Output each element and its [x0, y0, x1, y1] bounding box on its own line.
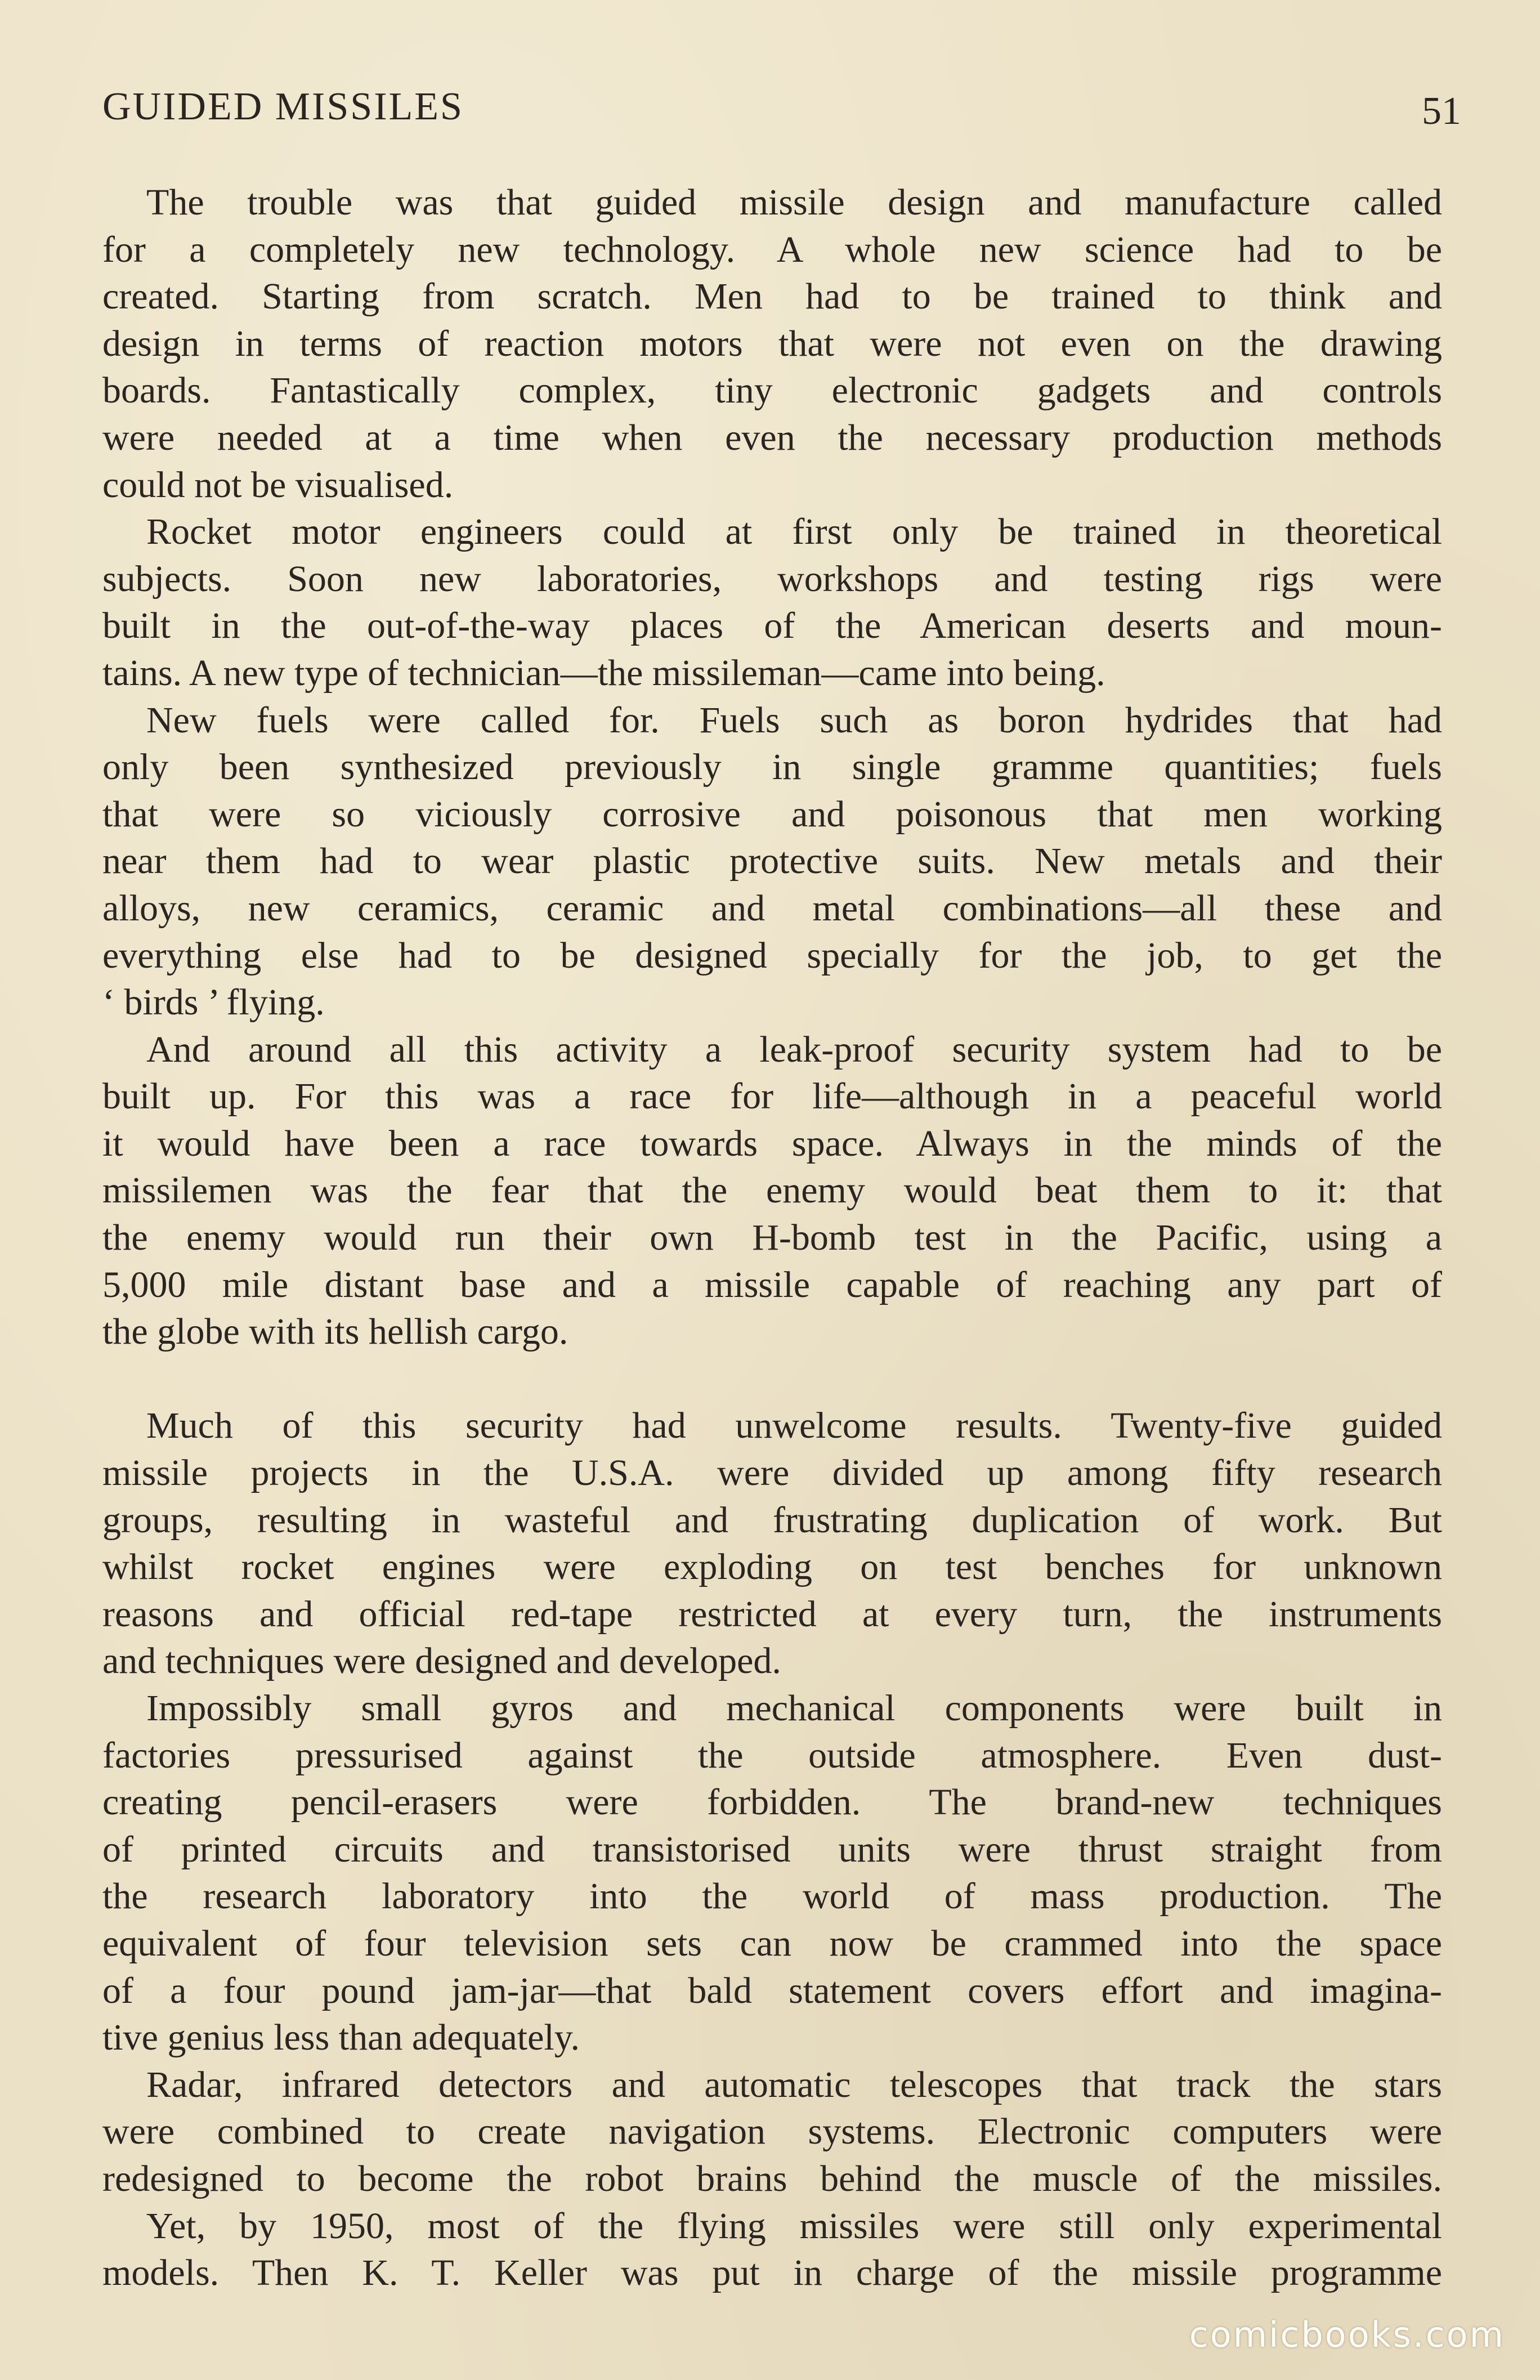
text-line: tive genius less than adequately. [102, 2017, 580, 2059]
text-line: New fuels were called for. Fuels such as boron hydrides that had [146, 699, 1442, 741]
page-number: 51 [1422, 90, 1461, 133]
text-line: Rocket motor engineers could at first only be trained in theoretical [146, 511, 1442, 553]
text-line: Impossibly small gyros and mechanical components were built in [146, 1688, 1442, 1729]
text-line: And around all this activity a leak-proof security system had to be [146, 1028, 1442, 1070]
text-line: and techniques were designed and developed. [102, 1640, 781, 1682]
text-line: missilemen was the fear that the enemy would beat them to it: that [102, 1170, 1442, 1211]
text-line: could not be visualised. [102, 464, 454, 505]
text-line: groups, resulting in wasteful and frustrating duplication of work. But [102, 1499, 1442, 1541]
text-line: missile projects in the U.S.A. were divided up among fifty research [102, 1452, 1442, 1494]
text-line: the research laboratory into the world of mass production. The [102, 1876, 1442, 1917]
text-line: were needed at a time when even the necessary production methods [102, 417, 1442, 458]
text-line: built in the out-of-the-way places of the American deserts and moun- [102, 605, 1442, 647]
text-line: alloys, new ceramics, ceramic and metal combinations—all these and [102, 887, 1442, 929]
text-line: tains. A new type of technician—the missileman—came into being. [102, 652, 1105, 694]
text-line: were combined to create navigation systems. Electronic computers were [102, 2111, 1442, 2153]
text-line: created. Starting from scratch. Men had to be trained to think and [102, 276, 1442, 317]
text-line: of printed circuits and transistorised units were thrust straight from [102, 1828, 1442, 1870]
section-break [102, 1355, 1442, 1403]
text-line: only been synthesized previously in single gramme quantities; fuels [102, 746, 1442, 788]
text-line: Radar, infrared detectors and automatic telescopes that track the stars [146, 2064, 1442, 2105]
text-line: near them had to wear plastic protective suits. New metals and their [102, 840, 1442, 882]
text-line: ‘ birds ’ flying. [102, 982, 325, 1023]
text-line: 5,000 mile distant base and a missile capable of reaching any part of [102, 1264, 1442, 1305]
text-line: boards. Fantastically complex, tiny electronic gadgets and controls [102, 370, 1442, 411]
text-line: design in terms of reaction motors that were not even on the drawing [102, 323, 1442, 364]
text-line: Much of this security had unwelcome results. Twenty-five guided [146, 1405, 1442, 1447]
text-line: creating pencil-erasers were forbidden. The brand-new techniques [102, 1782, 1442, 1823]
text-line: that were so viciously corrosive and poisonous that men working [102, 793, 1442, 835]
running-head: GUIDED MISSILES [102, 85, 464, 128]
text-line: of a four pound jam-jar—that bald statement covers effort and imagina- [102, 1970, 1442, 2011]
text-line: equivalent of four television sets can now be crammed into the space [102, 1922, 1442, 1964]
text-line: The trouble was that guided missile design and manufacture called [146, 182, 1442, 223]
text-line: redesigned to become the robot brains behind the muscle of the missiles. [102, 2158, 1442, 2199]
text-line: for a completely new technology. A whole new science had to be [102, 229, 1442, 270]
text-line: the enemy would run their own H-bomb test in the Pacific, using a [102, 1217, 1442, 1259]
text-line: subjects. Soon new laboratories, workshops and testing rigs were [102, 558, 1442, 600]
text-line: models. Then K. T. Keller was put in charge of the missile programme [102, 2252, 1442, 2294]
text-line: built up. For this was a race for life—although in a peaceful world [102, 1076, 1442, 1117]
watermark: comicbooks.com [1189, 2314, 1505, 2355]
text-line: it would have been a race towards space. Always in the minds of the [102, 1122, 1442, 1164]
text-line: Yet, by 1950, most of the flying missiles were still only experimental [146, 2205, 1442, 2247]
text-line: everything else had to be designed specially for the job, to get the [102, 934, 1442, 976]
text-line: whilst rocket engines were exploding on test benches for unknown [102, 1546, 1442, 1588]
body-text [102, 179, 1442, 2297]
text-line: factories pressurised against the outside atmosphere. Even dust- [102, 1734, 1442, 1776]
text-line: the globe with its hellish cargo. [102, 1311, 568, 1353]
text-line: reasons and official red-tape restricted at every turn, the instruments [102, 1593, 1442, 1635]
